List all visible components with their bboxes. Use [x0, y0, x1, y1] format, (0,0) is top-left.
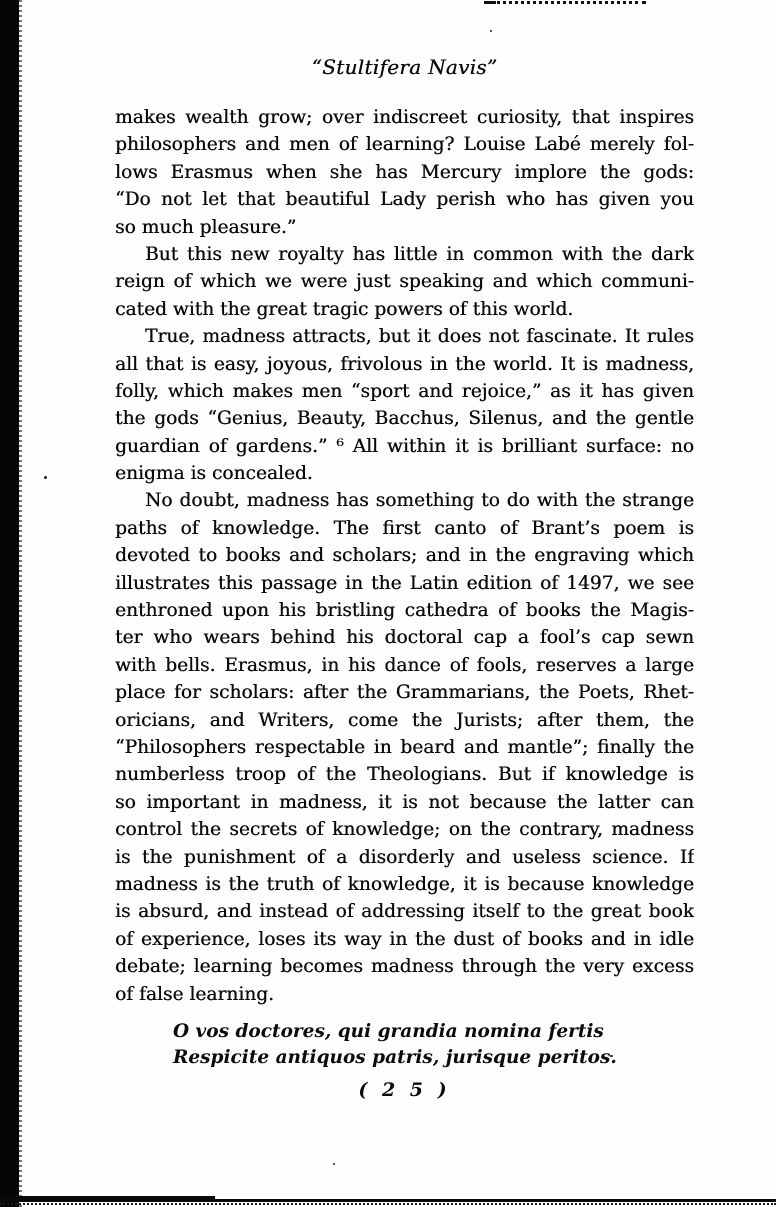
- page-number: ( 2 5 ): [358, 1079, 451, 1101]
- paragraph: [115, 104, 694, 241]
- text-line: ter who wears behind his doctoral cap a fool’s cap sewn: [115, 627, 694, 649]
- text-line: “Philosophers respectable in beard and mantle”; finally the: [115, 736, 694, 758]
- text-line: “Do not let that beautiful Lady perish who has given you: [115, 189, 694, 211]
- latin-verse-quote: [173, 1019, 694, 1072]
- text-line: numberless troop of the Theologians. But if knowledge is: [115, 764, 694, 786]
- text-line: all that is easy, joyous, frivolous in the world. It is madness,: [115, 353, 694, 375]
- binding-shadow-fray: [19, 0, 22, 1207]
- text-line: of false learning.: [115, 983, 274, 1005]
- scan-artifact-bottom-rule: [0, 1199, 776, 1202]
- text-line: debate; learning becomes madness through the very excess: [115, 956, 694, 978]
- running-head: “Stultifera Navis”: [311, 55, 498, 79]
- scan-speck: [333, 1163, 335, 1165]
- binding-shadow-bar: [0, 0, 19, 1207]
- page-text-block: [115, 104, 694, 1072]
- text-line: so much pleasure.”: [115, 216, 297, 238]
- verse-line: O vos doctores, qui grandia nomina fertis: [173, 1020, 604, 1042]
- text-line: the gods “Genius, Beauty, Bacchus, Silenus, and the gentle: [115, 408, 694, 430]
- text-line: No doubt, madness has something to do with the strange: [145, 490, 694, 512]
- text-line: cated with the great tragic powers of this world.: [115, 298, 574, 320]
- text-line: illustrates this passage in the Latin edition of 1497, we see: [115, 572, 694, 594]
- scan-artifact-top-dotted-line: [484, 1, 646, 4]
- text-line: of experience, loses its way in the dust of books and in idle: [115, 928, 694, 950]
- scan-artifact-bottom-dotted-line: [0, 1203, 776, 1205]
- text-line: place for scholars: after the Grammarians, the Poets, Rhet-: [115, 682, 694, 704]
- text-line: madness is the truth of knowledge, it is because knowledge: [115, 873, 694, 895]
- scan-speck: [44, 476, 47, 479]
- text-line: enthroned upon his bristling cathedra of books the Magis-: [115, 600, 694, 622]
- paragraph: [115, 487, 694, 1007]
- text-line: so important in madness, it is not because the latter can: [115, 791, 694, 813]
- text-line: makes wealth grow; over indiscreet curiosity, that inspires: [115, 107, 694, 128]
- text-line: guardian of gardens.” ⁶ All within it is brilliant surface: no: [115, 435, 694, 457]
- text-line: reign of which we were just speaking and which communi-: [115, 271, 694, 293]
- text-line: paths of knowledge. The first canto of Brant’s poem is: [115, 517, 694, 539]
- paragraph: [115, 241, 694, 323]
- text-line: philosophers and men of learning? Louise Labé merely fol-: [115, 134, 694, 156]
- body-paragraphs: [115, 104, 694, 1008]
- text-line: oricians, and Writers, come the Jurists; after them, the: [115, 709, 694, 731]
- text-line: control the secrets of knowledge; on the contrary, madness: [115, 819, 694, 841]
- text-line: But this new royalty has little in common with the dark: [145, 243, 694, 265]
- text-line: folly, which makes men “sport and rejoice,” as it has given: [115, 380, 694, 402]
- text-line: with bells. Erasmus, in his dance of fools, reserves a large: [115, 654, 694, 676]
- text-line: is the punishment of a disorderly and useless science. If: [115, 846, 694, 868]
- text-line: devoted to books and scholars; and in the engraving which: [115, 545, 694, 567]
- text-line: True, madness attracts, but it does not fascinate. It rules: [145, 326, 694, 348]
- text-line: is absurd, and instead of addressing itself to the great book: [115, 901, 694, 923]
- text-line: enigma is concealed.: [115, 463, 313, 485]
- verse-line: Respicite antiquos patris, jurisque peritos.: [173, 1047, 617, 1069]
- scan-speck: [490, 30, 492, 32]
- text-line: lows Erasmus when she has Mercury implore the gods:: [115, 161, 694, 183]
- paragraph: [115, 323, 694, 487]
